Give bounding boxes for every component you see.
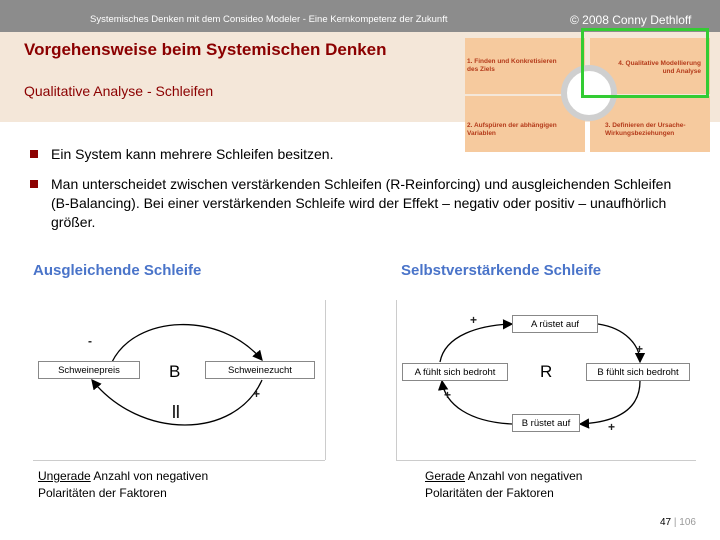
node-a-fuehlt-sich-bedroht: A fühlt sich bedroht xyxy=(402,363,508,381)
left-caption-text: Anzahl von negativen xyxy=(90,469,209,483)
left-caption-emphasis: Ungerade xyxy=(38,469,91,483)
polarity-sign: + xyxy=(444,388,452,402)
left-heading: Ausgleichende Schleife xyxy=(33,262,202,279)
polarity-sign: + xyxy=(253,387,261,401)
slide-subtitle: Qualitative Analyse - Schleifen xyxy=(24,83,214,99)
balancing-arrow-top xyxy=(112,325,262,362)
reinforcing-arrow-2 xyxy=(598,324,640,362)
page-number xyxy=(660,517,696,528)
page-total: 106 xyxy=(679,517,696,528)
process-step-1-label: 1. Finden und Konkretisieren des Ziels xyxy=(467,58,557,73)
node-schweinepreis: Schweinepreis xyxy=(38,361,140,379)
header-copyright: © 2008 Conny Dethloff xyxy=(570,13,692,27)
polarity-sign: + xyxy=(608,420,616,434)
loop-letter-r: R xyxy=(540,362,553,381)
right-caption-emphasis: Gerade xyxy=(425,469,466,483)
reinforcing-arrow-3 xyxy=(580,381,640,424)
slide-title: Vorgehensweise beim Systemischen Denken xyxy=(24,40,387,59)
left-caption xyxy=(38,468,208,502)
node-b-ruestet-auf: B rüstet auf xyxy=(512,414,580,432)
right-caption-line2: Polaritäten der Faktoren xyxy=(425,486,554,500)
right-caption xyxy=(425,468,582,502)
reinforcing-arrow-4 xyxy=(442,381,512,424)
right-heading: Selbstverstärkende Schleife xyxy=(401,262,602,279)
bullet-text: Man unterscheidet zwischen verstärkenden Schleifen (R-Reinforcing) und ausgleichenden Schleifen (B-Balancing). Bei einer verstärkenden Schleife wird der Effekt – negativ oder positiv – unaufhörlich größer. xyxy=(51,176,672,230)
header-subtitle: Systemisches Denken mit dem Consideo Modeler - Eine Kernkompetenz der Zukunft xyxy=(90,14,448,25)
node-b-fuehlt-sich-bedroht: B fühlt sich bedroht xyxy=(586,363,690,381)
delay-marker: || xyxy=(172,402,180,418)
process-step-3-label: 3. Definieren der Ursache-Wirkungsbeziehungen xyxy=(605,122,686,137)
process-step-4-label: 4. Qualitative Modellierung und Analyse xyxy=(618,60,701,75)
polarity-sign: + xyxy=(636,342,644,356)
bullet-text: Ein System kann mehrere Schleifen besitzen. xyxy=(51,146,334,162)
reinforcing-arrow-1 xyxy=(440,324,512,362)
node-schweinezucht: Schweinezucht xyxy=(205,361,315,379)
polarity-sign: + xyxy=(470,313,478,327)
polarity-sign: - xyxy=(88,334,92,348)
right-caption-text: Anzahl von negativen xyxy=(465,469,583,483)
loop-letter-b: B xyxy=(169,362,181,381)
process-step-2-label: 2. Aufspüren der abhängigen Variablen xyxy=(467,122,557,137)
node-a-ruestet-auf: A rüstet auf xyxy=(512,315,598,333)
page-current: 47 xyxy=(660,517,672,528)
left-caption-line2: Polaritäten der Faktoren xyxy=(38,486,167,500)
page-separator: | xyxy=(673,517,677,528)
